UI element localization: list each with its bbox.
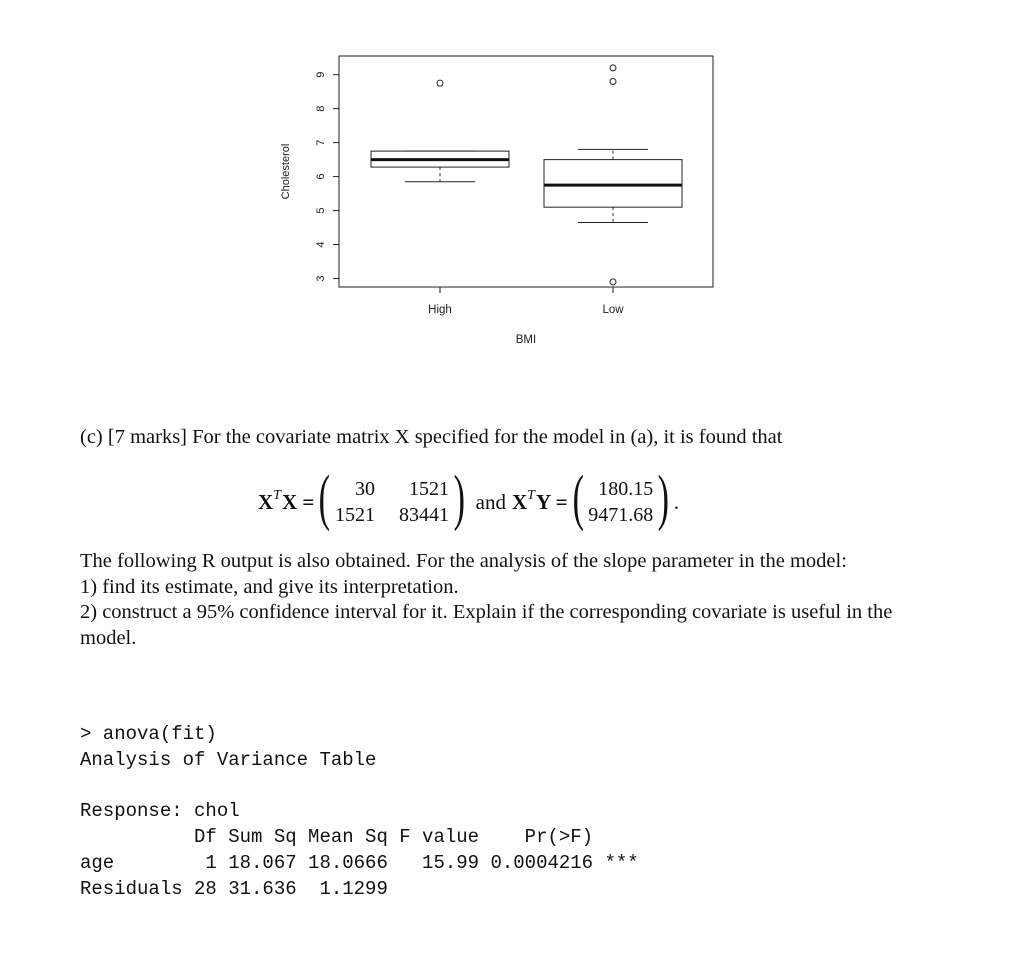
xty-tail: Y = [535,489,568,514]
part-c-text: (c) [7 marks] For the covariate matrix X specified for the model in (a), it is found that [80,426,783,448]
left-paren: ( [572,464,584,532]
y-tick-label: 6 [314,173,327,180]
r-output [80,722,639,903]
box-low [544,160,682,208]
outlier-point [610,279,616,285]
outlier-point [610,65,616,71]
vector-cell: 180.15 [598,478,654,500]
outlier-point [610,78,616,84]
x-tick-label: Low [602,304,624,316]
x-axis-label: BMI [515,334,537,346]
y-tick-label: 7 [314,139,327,146]
xty-vector [588,477,653,527]
xty-label: $X^T$ [512,487,535,514]
y-axis-label: Cholesterol [279,143,292,200]
instructions-item-1: 1) find its estimate, and give its interpretation. [80,575,459,598]
matrix-cell: 30 [355,478,376,500]
xtx-tail: X = [281,489,315,514]
matrix-cell: 83441 [399,504,450,526]
vector-cell: 9471.68 [588,504,654,526]
y-tick-label: 8 [314,105,327,112]
part-c-question [80,425,946,451]
r-command: > anova(fit) [80,723,217,745]
r-response: Response: chol [80,800,240,823]
y-tick-label: 3 [314,275,327,282]
x-tick-label: High [428,304,452,316]
y-tick-label: 5 [314,207,327,214]
instructions-item-2: 2) construct a 95% confidence interval for it. Explain if the corresponding covariate is useful in the model. [80,601,893,649]
matrix-cell: 1521 [335,504,376,526]
right-paren: ) [453,464,466,532]
left-paren: ( [319,464,331,532]
outlier-point [437,80,443,86]
xtx-label: $X^T$ [258,487,281,514]
r-title: Analysis of Variance Table [80,748,377,771]
matrix-equation [258,464,680,534]
right-paren: ) [657,464,670,532]
y-tick-label: 4 [314,241,327,248]
r-header: Df Sum Sq Mean Sq F value Pr(>F) [80,826,639,849]
xtx-matrix [335,477,449,527]
matrix-cell: 1521 [409,478,450,500]
end-punct: . [673,489,680,514]
r-row-age: age 1 18.067 18.0666 15.99 0.0004216 *** [80,851,639,874]
instructions [80,549,946,651]
r-row-residuals: Residuals 28 31.636 1.1299 [80,877,388,900]
and-text: and [475,489,506,514]
y-tick-label: 9 [314,71,327,78]
instructions-intro: The following R output is also obtained. For the analysis of the slope parameter in the model: [80,550,847,572]
boxplot-chart [0,0,1024,400]
